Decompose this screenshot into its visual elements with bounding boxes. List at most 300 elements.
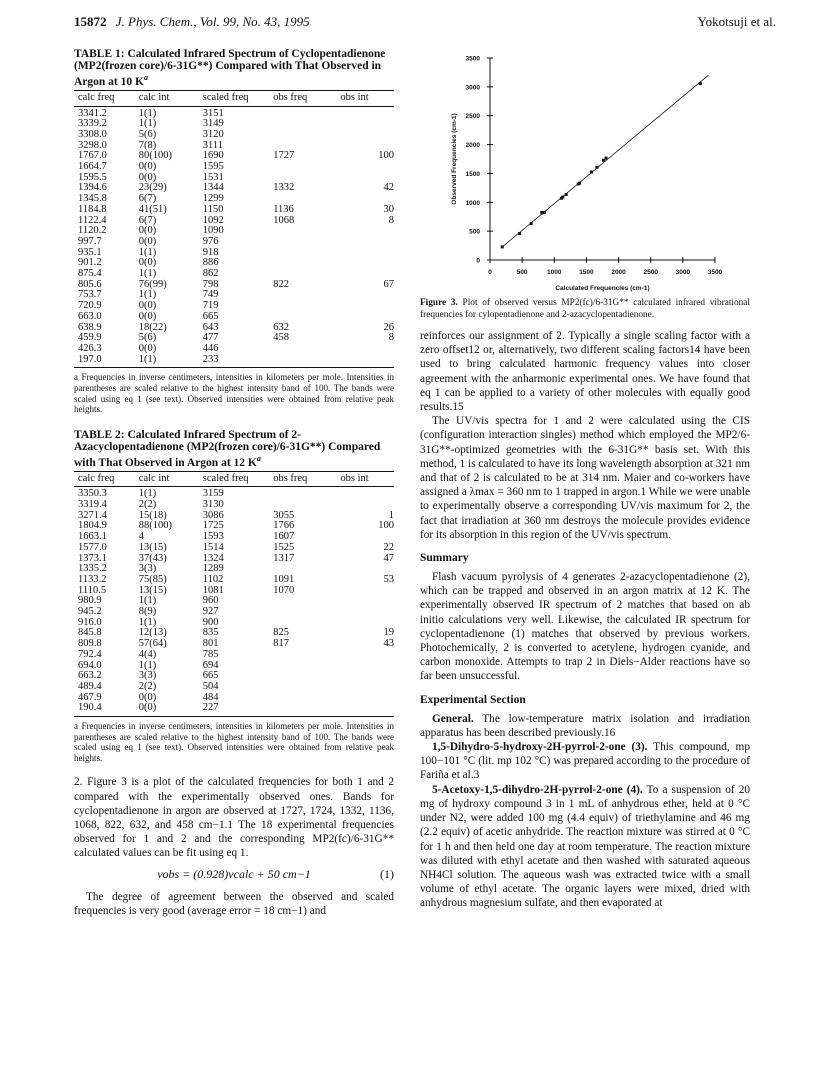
table-cell: 0(0) — [138, 300, 157, 312]
y-tick-label: 1000 — [465, 199, 480, 207]
table-cell: 3341.2 — [78, 107, 107, 119]
table-row — [74, 511, 394, 522]
table-cell: 3350.3 — [78, 488, 107, 500]
column-header: scaled freq — [199, 471, 269, 487]
table-cell — [269, 344, 336, 355]
table-cell: 1725 — [202, 520, 224, 532]
table-cell: 1(1) — [138, 118, 157, 130]
table-cell: 1804.9 — [78, 520, 107, 532]
table-row — [74, 226, 394, 237]
right-paragraph-1: reinforces our assignment of 2. Typically a single scaling factor with a zero offset12 or, alternatively, two different scaling factors14 have been used to bring calculated harmonic frequency values into closer agreement with the anharmonic experimental ones. We have found that eq 1 can be applied to a variety of other molecules with equally good results.15 — [420, 330, 750, 414]
data-point — [699, 82, 702, 85]
table-cell: 75(85) — [138, 573, 167, 585]
data-point — [565, 193, 568, 196]
header-left — [74, 14, 310, 30]
table2 — [74, 471, 394, 717]
table-cell: 1(1) — [138, 268, 157, 280]
table-cell: 665 — [202, 670, 219, 682]
table-cell: 100 — [378, 150, 394, 162]
table-cell: 643 — [202, 321, 219, 333]
experimental-heading: Experimental Section — [420, 693, 526, 706]
table-cell: 1664.7 — [78, 161, 107, 173]
table2-caption: TABLE 2: Calculated Infrared Spectrum of 2-Azacyclopentadienone (MP2(frozen core)/6-31G**) Compared with That Observed in Argon at 12 $K^a$ — [74, 428, 381, 469]
table-cell — [269, 119, 336, 130]
table-cell: 0(0) — [138, 225, 157, 237]
table-cell: 3111 — [202, 139, 224, 151]
table-cell: 976 — [202, 235, 219, 247]
table-cell: 1727 — [273, 150, 295, 162]
figure-3-caption — [420, 298, 750, 321]
table-cell: 3130 — [202, 499, 224, 511]
table-cell: 632 — [273, 321, 289, 333]
table-cell — [336, 500, 394, 511]
table-cell: 3159 — [202, 488, 224, 500]
table-cell — [269, 106, 336, 119]
table-cell: 1335.2 — [78, 563, 107, 575]
compound3-label: 1,5-Dihydro-5-hydroxy-2H-pyrrol-2-one (3). — [432, 741, 648, 754]
table-cell: 663.2 — [78, 670, 102, 682]
table-cell: 477 — [202, 332, 219, 344]
table-cell — [336, 661, 394, 672]
table-cell: 845.8 — [78, 627, 102, 639]
table-cell — [336, 290, 394, 301]
table-row — [74, 323, 394, 334]
table-cell: 37(43) — [138, 552, 167, 564]
column-header: obs int — [336, 471, 394, 487]
table-cell: 1344 — [202, 182, 224, 194]
table-row — [74, 269, 394, 280]
table2-caption-mark: a — [256, 453, 261, 463]
table-cell: 12(13) — [138, 627, 167, 639]
table-cell: 835 — [202, 627, 219, 639]
compound4-label: 5-Acetoxy-1,5-dihydro-2H-pyrrol-2-one (4). — [432, 783, 643, 796]
table-cell: 801 — [202, 638, 219, 650]
table-cell — [269, 237, 336, 248]
table-cell — [269, 703, 336, 716]
table-cell: 1120.2 — [78, 225, 107, 237]
table-cell — [336, 301, 394, 312]
table-row — [74, 500, 394, 511]
table-cell: 1102 — [202, 573, 224, 585]
journal-citation: J. Phys. Chem., Vol. 99, No. 43, 1995 — [115, 14, 310, 29]
data-point — [543, 211, 546, 214]
table-cell: 4 — [138, 531, 145, 543]
column-header: calc int — [135, 90, 199, 106]
y-tick-label: 2500 — [465, 113, 480, 121]
table-cell: 1394.6 — [78, 182, 107, 194]
table-cell: 719 — [202, 300, 219, 312]
table-cell: 875.4 — [78, 268, 102, 280]
table-row — [74, 682, 394, 693]
table-cell — [336, 162, 394, 173]
table2-footnote: a Frequencies in inverse centimeters, intensities in kilometers per mole. Intensities in parentheses are scaled relative to the highest intensity band of 100. The bands were scaled using eq 1 (see text). Observed intensities were obtained from relative peak heights. — [74, 721, 394, 763]
table-cell: 1136 — [273, 203, 294, 215]
table-cell — [336, 130, 394, 141]
column-header: calc freq — [74, 471, 135, 487]
table-cell: 42 — [383, 182, 394, 194]
table-cell: 3308.0 — [78, 128, 107, 140]
x-tick-label: 2500 — [643, 269, 658, 276]
table-row — [74, 639, 394, 650]
table-cell: 0(0) — [138, 310, 157, 322]
table-row — [74, 290, 394, 301]
equation-1 — [74, 867, 394, 882]
table-row — [74, 618, 394, 629]
table-row — [74, 151, 394, 162]
table-row — [74, 575, 394, 586]
table-cell: 665 — [202, 310, 219, 322]
table-row — [74, 312, 394, 323]
frequency-scatter-chart — [420, 48, 750, 298]
data-point — [578, 182, 581, 185]
table-cell: 785 — [202, 648, 219, 660]
table-cell — [269, 226, 336, 237]
column-header: obs freq — [269, 90, 336, 106]
equation-text: νobs = (0.928)νcalc + 50 cm−1 — [157, 866, 311, 881]
general-paragraph: General. The low-temperature matrix isolation and irradiation apparatus has been described previously.16 — [420, 712, 750, 739]
table-cell: 1607 — [273, 531, 295, 543]
table-cell: 1092 — [202, 214, 224, 226]
table-cell: 3(3) — [138, 563, 157, 575]
table-row — [74, 703, 394, 716]
data-point — [501, 245, 504, 248]
table-row — [74, 194, 394, 205]
table-cell: 694.0 — [78, 659, 102, 671]
table-cell — [336, 106, 394, 119]
figure-3 — [420, 48, 750, 298]
table-cell: 1(1) — [138, 659, 157, 671]
table-cell: 1766 — [273, 520, 295, 532]
table-cell — [269, 682, 336, 693]
table-row — [74, 130, 394, 141]
table-cell: 484 — [202, 691, 219, 703]
table-cell: 3298.0 — [78, 139, 107, 151]
table-cell — [336, 258, 394, 269]
general-label: General. — [432, 712, 474, 725]
table-row — [74, 521, 394, 532]
table-row — [74, 650, 394, 661]
table-cell: 1070 — [273, 584, 295, 596]
table-cell: 7(8) — [138, 139, 157, 151]
table-row — [74, 487, 394, 500]
table-cell: 886 — [202, 257, 219, 269]
table-cell: 3(3) — [138, 670, 157, 682]
table-cell — [269, 290, 336, 301]
table-cell: 901.2 — [78, 257, 102, 269]
table-cell: 3339.2 — [78, 118, 107, 130]
data-point — [590, 170, 593, 173]
table-cell: 1184.8 — [78, 203, 107, 215]
table-row — [74, 216, 394, 227]
table-cell: 1514 — [202, 541, 224, 553]
x-tick-label: 1000 — [547, 269, 562, 276]
table-cell: 8 — [388, 332, 394, 344]
table-cell: 1(1) — [135, 355, 199, 368]
table-cell — [336, 487, 394, 500]
table-cell: 1663.1 — [78, 531, 107, 543]
table-cell: 0(0) — [135, 703, 199, 716]
table-cell: 23(29) — [138, 182, 167, 194]
table-cell: 6(7) — [138, 193, 157, 205]
table-cell — [336, 119, 394, 130]
table-cell: 467.9 — [78, 691, 102, 703]
table-cell: 30 — [383, 203, 394, 215]
table-cell — [269, 661, 336, 672]
table-cell — [269, 355, 336, 368]
table-cell — [269, 487, 336, 500]
table-cell: 3319.4 — [78, 499, 107, 511]
table-row — [74, 173, 394, 184]
table-cell: 1577.0 — [78, 541, 107, 553]
x-tick-label: 3500 — [707, 269, 723, 276]
table-row — [74, 258, 394, 269]
table-cell: 3055 — [273, 509, 295, 521]
table-row — [74, 586, 394, 597]
table-row — [74, 344, 394, 355]
table-cell: 80(100) — [138, 150, 173, 162]
table-cell: 57(64) — [138, 638, 167, 650]
table-cell: 53 — [383, 573, 394, 585]
table-cell: 918 — [202, 246, 219, 258]
table-cell: 100 — [378, 520, 394, 532]
header-authors: Yokotsuji et al. — [697, 14, 776, 29]
table-cell: 233 — [199, 355, 269, 368]
summary-heading: Summary — [420, 552, 469, 565]
fit-line — [503, 75, 709, 246]
table-cell — [336, 650, 394, 661]
x-tick-label: 500 — [516, 269, 528, 276]
table-cell: 0(0) — [138, 691, 157, 703]
figure-3-label: Figure 3. — [420, 298, 458, 308]
table-cell: 458 — [273, 332, 289, 344]
table2-header-row — [74, 471, 394, 487]
data-point — [605, 157, 608, 160]
table-row — [74, 671, 394, 682]
table-cell: 809.8 — [78, 638, 102, 650]
compound4-paragraph: 5-Acetoxy-1,5-dihydro-2H-pyrrol-2-one (4). To a suspension of 20 mg of hydroxy compound 3 in 1 mL of anhydrous ether, held at 0 °C under N2, were added 100 mg (4.4 equiv) of triethylamine and 46 mg (2.2 equiv) of acetic anhydride. The reaction mixture was stirred at 0 °C for 1 h and then held one day at room temperature. The reaction mixture was diluted with ethyl acetate and then washed with saturated aqueous NH4Cl solution. The aqueous wash was extracted twice with a small volume of ethyl acetate. The organic layers were mixed, dried with anhydrous magnesium sulfate, and then evaporated at — [420, 783, 750, 910]
running-header — [74, 14, 776, 32]
table-cell: 817 — [273, 638, 289, 650]
table-cell: 663.0 — [78, 310, 102, 322]
table-cell: 980.9 — [78, 595, 102, 607]
table-row — [74, 301, 394, 312]
table-row — [74, 564, 394, 575]
table-cell: 1593 — [202, 531, 224, 543]
table-cell — [269, 650, 336, 661]
table-cell: 1(1) — [138, 616, 157, 628]
table-cell: 1133.2 — [78, 573, 107, 585]
table-cell — [336, 596, 394, 607]
table-row — [74, 661, 394, 672]
right-paragraph-2: The UV/vis spectra for 1 and 2 were calculated using the CIS (configuration interaction singles) method which employed the MP2/6-31G**-optimized geometries with the 6-31G** basis set. With this method, 1 is calculated to have its long wavelength absorption at 321 nm and that of 2 is calculated to be at 314 nm. Maier and co-workers have assigned a λmax = 360 nm to 1 trapped in argon.1 While we were unable to experimentally observe a corresponding UV/vis maximum for 2, the fact that irradiation at 360 nm destroys the molecule provides evidence for its absorption in this region of the UV/vis spectrum. — [420, 415, 750, 541]
table1-caption: TABLE 1: Calculated Infrared Spectrum of Cyclopentadienone (MP2(frozen core)/6-31G**) Compared with That Observed in Argon at 10 $K^a$ — [74, 48, 386, 88]
table-cell: 43 — [383, 638, 394, 650]
summary-paragraph: Flash vacuum pyrolysis of 4 generates 2-azacyclopentadienone (2), which can be trapped and observed in an argon matrix at 12 K. The experimentally observed IR spectrum of 2 matches that based on ab initio calculations very well. Likewise, the calculated IR spectrum for cyclopentadienone (1) matches that observed by previous workers. Photochemically, 2 is converted to acetylene, hydrogen cyanide, and carbon monoxide. Attempts to trap 2 in Diels−Alder reactions have so far been unsuccessful. — [420, 571, 750, 683]
table-cell: 8(9) — [138, 606, 157, 618]
table-cell: 8 — [388, 214, 394, 226]
table-cell — [336, 703, 394, 716]
table-cell: 825 — [273, 627, 289, 639]
table-cell — [336, 607, 394, 618]
table-cell: 2(2) — [138, 499, 157, 511]
table-cell: 4(4) — [138, 648, 157, 660]
table-cell: 3086 — [202, 509, 224, 521]
table-cell — [269, 607, 336, 618]
table-cell: 1690 — [202, 150, 224, 162]
x-axis-label: Calculated Frequencies (cm-1) — [555, 285, 650, 292]
table-cell — [336, 248, 394, 259]
table-cell: 26 — [383, 321, 394, 333]
table-cell: 88(100) — [138, 520, 173, 532]
table-cell: 41(51) — [138, 203, 167, 215]
table-cell: 459.9 — [78, 332, 102, 344]
table-cell: 1(1) — [138, 595, 157, 607]
table-cell: 1324 — [202, 552, 224, 564]
y-tick-label: 3500 — [465, 55, 480, 63]
table-cell: 67 — [383, 278, 394, 290]
table1-header-row — [74, 90, 394, 106]
table-row — [74, 693, 394, 704]
table2-body — [74, 487, 394, 717]
table-cell: 1531 — [202, 171, 224, 183]
table-cell: 798 — [202, 278, 219, 290]
page-number: 15872 — [74, 14, 107, 29]
figure-3-caption-text: Plot of observed versus MP2(fc)/6-31G** calculated infrared vibrational frequencies for cylopentadienone and 2-azacyclopentadienone. — [420, 298, 750, 320]
data-point — [518, 232, 521, 235]
table-cell: 22 — [383, 541, 394, 553]
table-cell: 935.1 — [78, 246, 102, 258]
table-cell — [336, 312, 394, 323]
table-cell: 1317 — [273, 552, 295, 564]
table-cell — [336, 671, 394, 682]
table-cell: 2(2) — [138, 680, 157, 692]
table-cell: 489.4 — [78, 680, 102, 692]
table-cell: 1332 — [273, 182, 295, 194]
table-cell: 6(7) — [138, 214, 157, 226]
table-cell: 927 — [202, 606, 219, 618]
table-cell — [269, 596, 336, 607]
table-cell: 1122.4 — [78, 214, 107, 226]
table-cell: 76(99) — [138, 278, 167, 290]
table-cell: 5(6) — [138, 128, 157, 140]
table-cell: 1525 — [273, 541, 295, 553]
table-cell: 862 — [202, 268, 219, 280]
table-cell: 805.6 — [78, 278, 102, 290]
table-cell: 3149 — [202, 118, 224, 130]
table-cell: 190.4 — [74, 703, 135, 716]
table-cell: 0(0) — [138, 343, 157, 354]
table-row — [74, 237, 394, 248]
table-row — [74, 596, 394, 607]
table-row — [74, 162, 394, 173]
table-cell: 694 — [202, 659, 219, 671]
table-cell: 1299 — [202, 193, 224, 205]
table-cell — [336, 355, 394, 368]
table-row — [74, 607, 394, 618]
table-cell: 197.0 — [74, 355, 135, 368]
table-cell — [336, 682, 394, 693]
y-axis-label: Observed Frequencies (cm-1) — [451, 113, 458, 205]
table-cell: 0(0) — [138, 235, 157, 247]
table-row — [74, 554, 394, 565]
table-cell: 945.2 — [78, 606, 102, 618]
y-tick-label: 1500 — [465, 170, 480, 178]
column-header: obs freq — [269, 471, 336, 487]
table-cell: 13(15) — [138, 541, 167, 553]
table-cell: 426.3 — [78, 343, 102, 354]
table-cell: 1595 — [202, 161, 224, 173]
data-point — [561, 196, 564, 199]
table-cell: 1289 — [202, 563, 224, 575]
table-row — [74, 141, 394, 152]
table-cell: 1150 — [202, 203, 224, 215]
table-cell: 1373.1 — [78, 552, 107, 564]
table-cell — [269, 301, 336, 312]
x-tick-label: 1500 — [579, 269, 594, 276]
table-cell: 900 — [202, 616, 219, 628]
table-cell: 1(1) — [138, 107, 157, 119]
table-row — [74, 106, 394, 119]
table-cell: 792.4 — [78, 648, 102, 660]
table-row — [74, 333, 394, 344]
table-cell: 1345.8 — [78, 193, 107, 205]
table-cell: 0(0) — [138, 161, 157, 173]
table-cell: 227 — [199, 703, 269, 716]
table-cell — [336, 226, 394, 237]
table-cell: 504 — [202, 680, 219, 692]
table-cell: 916.0 — [78, 616, 102, 628]
data-point — [595, 166, 598, 169]
left-column — [74, 48, 394, 918]
table-cell: 18(22) — [138, 321, 167, 333]
table-row — [74, 280, 394, 291]
left-paragraph-1: 2. Figure 3 is a plot of the calculated frequencies for both 1 and 2 compared with the experimentally observed ones. Bands for cyclopentadienone in argon are observed at 1727, 1724, 1332, 1136, 1068, 822, 632, and 458 cm−1.1 The 18 experimental frequencies observed for 1 and 2 and the corresponding MP2(fc)/6-31G** calculated values can be fit using eq 1. — [74, 776, 394, 860]
table-cell: 3151 — [202, 107, 224, 119]
y-tick-label: 500 — [469, 228, 480, 236]
table-cell: 1595.5 — [78, 171, 107, 183]
table-cell: 0(0) — [138, 257, 157, 269]
table-cell: 19 — [383, 627, 394, 639]
table-cell: 960 — [202, 595, 219, 607]
table-cell: 1081 — [202, 584, 224, 596]
y-tick-label: 0 — [476, 257, 480, 265]
table-cell: 720.9 — [78, 300, 102, 312]
table-cell: 13(15) — [138, 584, 167, 596]
table-cell: 0(0) — [138, 171, 157, 183]
table-row — [74, 119, 394, 130]
right-column — [420, 48, 750, 911]
table-cell — [336, 693, 394, 704]
equation-number: (1) — [380, 866, 394, 881]
table-cell — [269, 693, 336, 704]
table-cell — [269, 130, 336, 141]
column-header: calc freq — [74, 90, 135, 106]
table-row — [74, 355, 394, 368]
table-cell: 638.9 — [78, 321, 102, 333]
table-cell: 822 — [273, 278, 289, 290]
table-row — [74, 543, 394, 554]
table-cell — [269, 671, 336, 682]
table-cell: 1068 — [273, 214, 295, 226]
table-cell: 1 — [388, 509, 394, 521]
table-row — [74, 183, 394, 194]
column-header: scaled freq — [199, 90, 269, 106]
x-tick-label: 0 — [488, 269, 492, 276]
x-tick-label: 2000 — [611, 269, 626, 276]
left-paragraph-2: The degree of agreement between the observed and scaled frequencies is very good (average error = 18 cm−1) and — [74, 890, 394, 917]
y-tick-label: 3000 — [465, 84, 480, 92]
table-cell: 1091 — [273, 573, 295, 585]
